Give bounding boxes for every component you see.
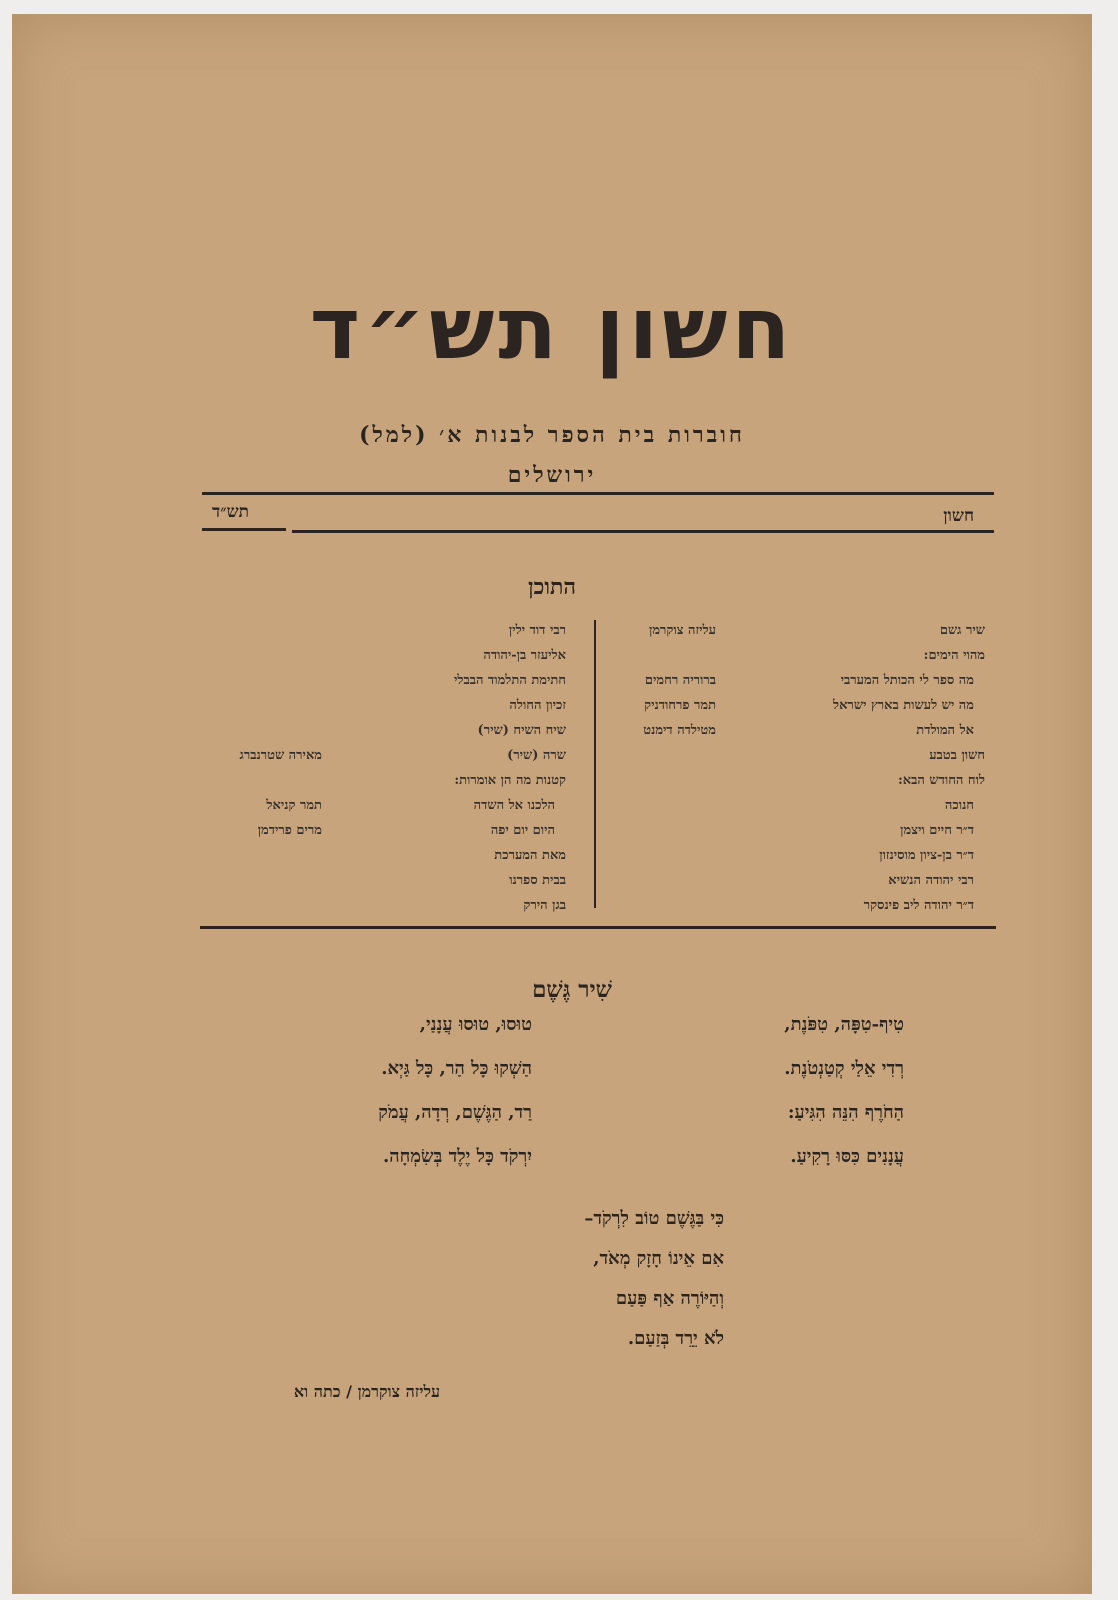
toc-column-divider <box>594 620 596 908</box>
poem-line: עֲנָנִים כִּסּוּ רָקִיעַ. <box>790 1146 904 1167</box>
toc-author: תמר פרחודניק <box>644 698 716 713</box>
header-rule-bottom-left <box>202 528 286 531</box>
toc-bottom-rule <box>200 926 996 929</box>
poem-line: יִרְקֹד כָּל יֶלֶד בְּשִׂמְחָה. <box>382 1146 532 1167</box>
toc-item: היום יום יפה <box>490 823 555 838</box>
page-title: חשון תש״ד <box>309 279 795 379</box>
toc-item: שיר גשם <box>939 623 985 638</box>
toc-item: מה ספר לי הכותל המערבי <box>840 673 974 688</box>
header-rule-bottom-right <box>292 530 994 533</box>
toc-item: ד״ר יהודה ליב פינסקר <box>863 898 974 913</box>
toc-item: רבי יהודה הנשיא <box>888 873 974 888</box>
poem-signature: עליזה צוקרמן / כתה וא <box>293 1382 440 1401</box>
toc-item: ד״ר בן-ציון מוסינזון <box>879 848 974 863</box>
toc-item: אליעזר בן-יהודה <box>483 648 566 663</box>
poem-line: הַחֹרֶף הִנֵּה הִגִּיעַ: <box>787 1102 904 1123</box>
toc-item: שיח השיח (שיר) <box>477 723 566 738</box>
bar-month: חשון <box>943 506 974 526</box>
toc-item: רבי דוד ילין <box>508 623 566 638</box>
toc-item: לוח החודש הבא: <box>898 773 985 788</box>
toc-item: ד״ר חיים ויצמן <box>900 823 974 838</box>
toc-item: חתימת התלמוד הבבלי <box>454 673 566 688</box>
toc-heading: התוכן <box>527 574 577 600</box>
toc-author: מרים פרידמן <box>257 823 322 838</box>
toc-item: בבית ספרנו <box>509 873 566 888</box>
toc-author: תמר קניאל <box>266 798 322 813</box>
poem-line: טוּסוּ, טוּסוּ עֲנָנַי, <box>419 1014 532 1035</box>
poem-line: וְהַיּוֹרֶה אַף פַּעַם <box>615 1288 724 1309</box>
poem-line: הַשְׁקוּ כָּל הַר, כָּל גַּיְא. <box>381 1058 532 1079</box>
toc-item: שרה (שיר) <box>507 748 566 763</box>
toc-author: מאירה שטרנברג <box>239 748 322 763</box>
publication-subtitle: חוברות בית הספר לבנות א׳ (למל) <box>359 422 745 448</box>
toc-item: הלכנו אל השדה <box>473 798 555 813</box>
toc-author: עליזה צוקרמן <box>649 623 716 638</box>
toc-item: קטנות מה הן אומרות: <box>454 773 566 788</box>
poem-line: לֹא יֵרֵד בְּזַעַם. <box>627 1328 724 1349</box>
toc-item: חנוכה <box>944 798 974 813</box>
toc-item: זכיון החולה <box>509 698 566 713</box>
toc-item: אל המולדת <box>916 723 974 738</box>
toc-item: מהוי הימים: <box>923 648 985 663</box>
toc-author: ברוריה רחמים <box>644 673 716 688</box>
toc-item: מאת המערכת <box>494 848 566 863</box>
poem-line: רְדִי אֵלַי קְטַנְטֹנֶת. <box>784 1058 904 1079</box>
header-rule-top <box>202 492 994 495</box>
magazine-cover-page <box>12 14 1092 1594</box>
toc-author: מטילדה דימנט <box>643 723 716 738</box>
poem-line: אִם אֵינוֹ חָזָק מְאֹד, <box>593 1248 724 1269</box>
toc-item: מה יש לעשות בארץ ישראל <box>833 698 974 713</box>
poem-line: כִּי בַּגֶּשֶׁם טוֹב לִרְקֹד– <box>584 1208 724 1229</box>
toc-item: בגן הירק <box>523 898 566 913</box>
poem-line: רַד, הַגֶּשֶׁם, רְדָה, עֲמֹק <box>378 1102 532 1123</box>
poem-line: טִיף-טִפָּה, טִפֹּנֶת, <box>784 1014 904 1035</box>
bar-year: תש״ד <box>212 502 250 522</box>
city-subtitle: ירושלים <box>507 462 597 488</box>
toc-item: חשון בטבע <box>929 748 985 763</box>
poem-title: שִׁיר גֶּשֶׁם <box>532 976 612 1003</box>
